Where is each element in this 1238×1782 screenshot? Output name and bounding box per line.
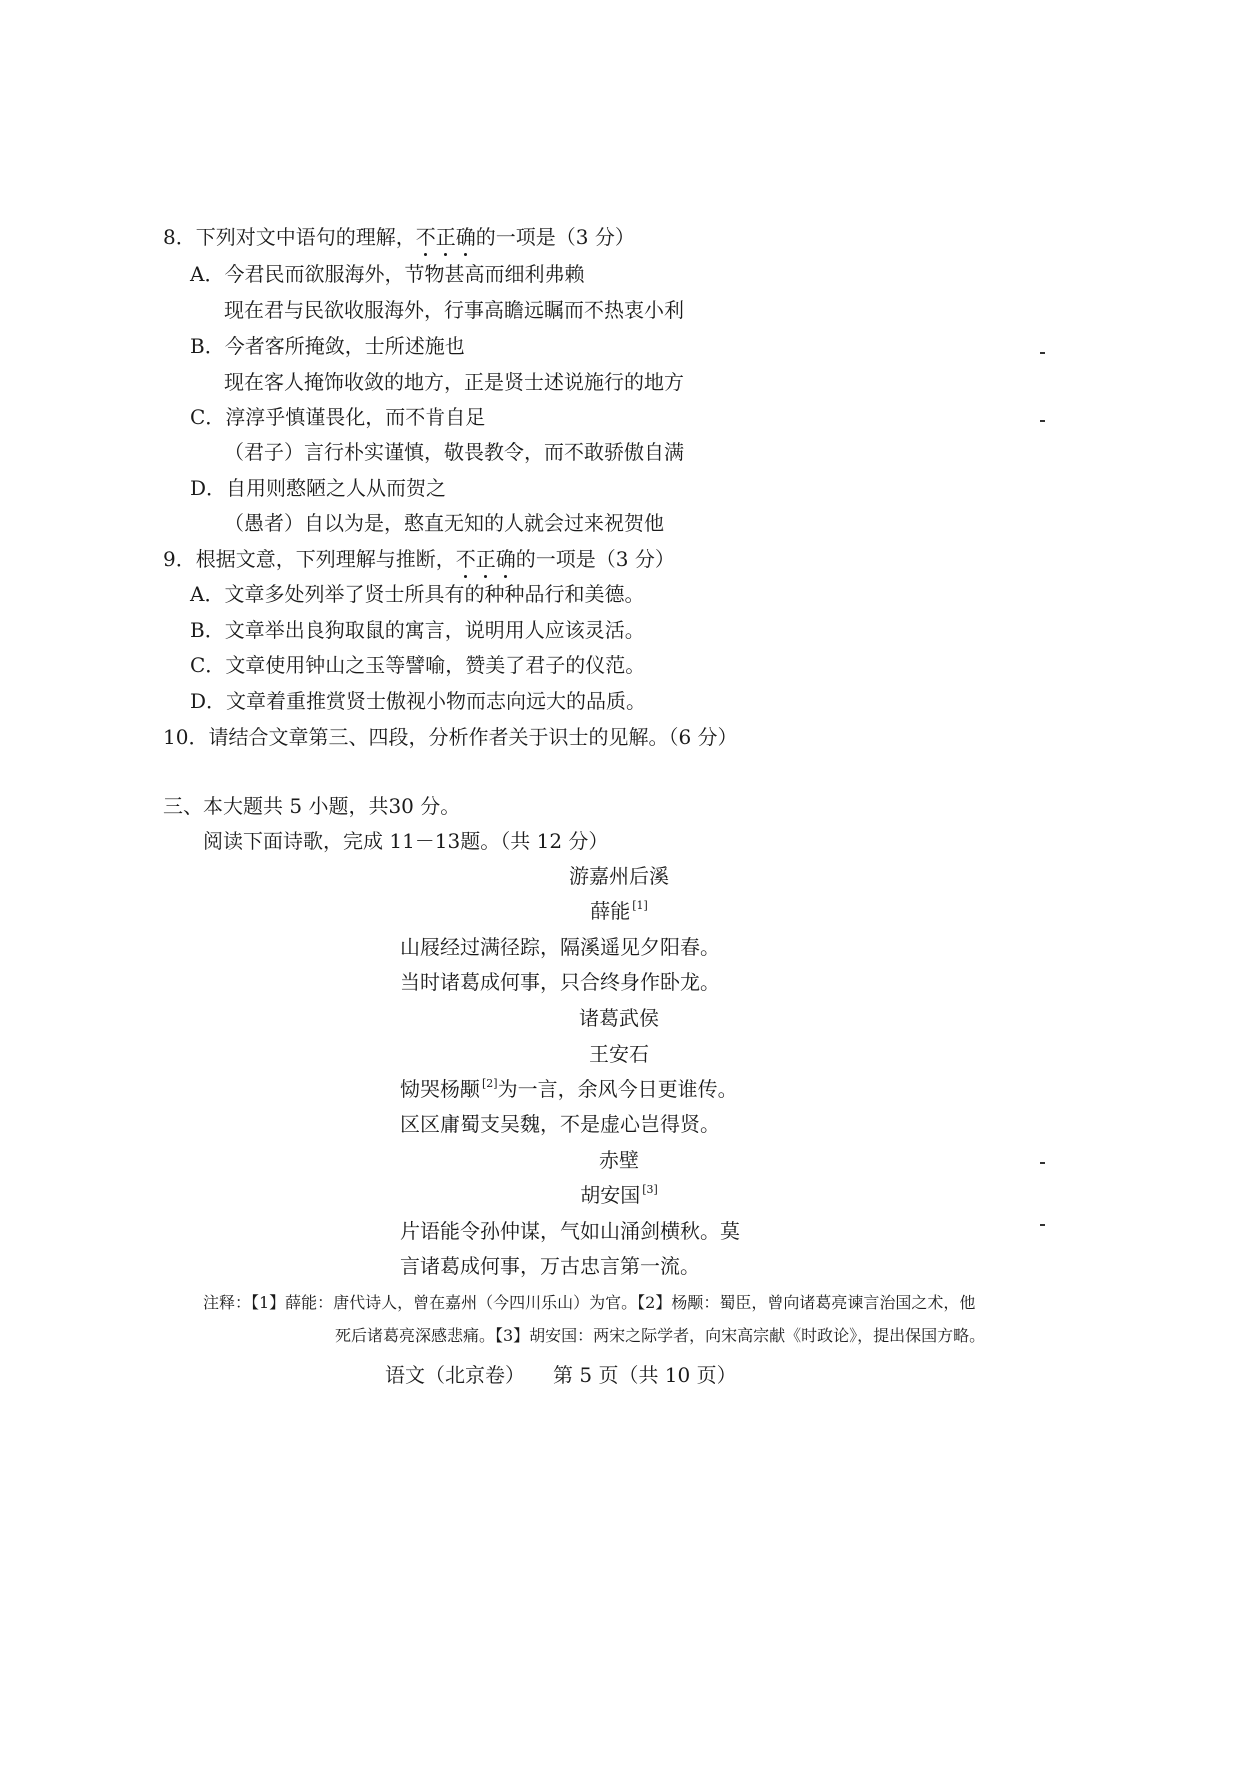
- q9-option-d: [190, 687, 646, 715]
- question-8-prefix: 8．下列对文中语句的理解，: [163, 225, 416, 249]
- q8-option-a-translation: 现在君与民欲收服海外，行事高瞻远瞩而不热衷小利: [224, 298, 684, 322]
- emphasis-char: 正: [475, 547, 496, 571]
- q8-option-b-translation: 现在客人掩饰收敛的地方，正是贤士述说施行的地方: [224, 370, 684, 394]
- question-9-suffix: 的一项是（3 分）: [515, 547, 675, 571]
- option-label: C．: [190, 405, 226, 429]
- poem-1-line-2: 当时诸葛成何事，只合终身作卧龙。: [400, 970, 720, 994]
- poem-1-title: 游嘉州后溪: [569, 864, 669, 888]
- footer-subject: 语文（北京卷）: [385, 1363, 525, 1387]
- question-10-stem: 10．请结合文章第三、四段，分析作者关于识士的见解。（6 分）: [163, 725, 738, 749]
- option-source: 自用则憨陋之人从而贺之: [226, 476, 447, 500]
- q9-option-a: [190, 580, 644, 608]
- emphasis-char: 不: [415, 225, 436, 249]
- option-text: 文章举出良狗取鼠的寓言，说明用人应该灵活。: [224, 618, 645, 642]
- q8-option-d-translation: （愚者）自以为是，憨直无知的人就会过来祝贺他: [224, 511, 664, 535]
- q8-option-c-translation: （君子）言行朴实谨慎，敬畏教令，而不敢骄傲自满: [224, 440, 684, 464]
- emphasis-char: 确: [495, 547, 516, 571]
- q8-option-d: [190, 474, 446, 502]
- footer-page-number: 第 5 页（共 10 页）: [553, 1363, 737, 1387]
- scan-mark: [1040, 352, 1045, 354]
- poem-author-name: 薛能: [590, 899, 631, 923]
- question-8-suffix: 的一项是（3 分）: [475, 225, 635, 249]
- poem-3-line-1: 片语能令孙仲谋，气如山涌剑横秋。莫: [400, 1219, 740, 1243]
- option-source: 今者客所掩敛，士所述施也: [224, 334, 465, 358]
- q9-option-b: [190, 616, 645, 644]
- option-label: A．: [190, 582, 225, 606]
- poem-3-line-2: 言诸葛成何事，万古忠言第一流。: [400, 1254, 700, 1278]
- footnote-ref: [3]: [642, 1183, 658, 1196]
- footnote-ref: [1]: [632, 899, 648, 912]
- question-9-prefix: 9．根据文意，下列理解与推断，: [163, 547, 456, 571]
- emphasis-char: 确: [455, 225, 476, 249]
- footnote-ref: [2]: [482, 1077, 498, 1090]
- page-footer: [385, 1361, 737, 1389]
- poem-1-line-1: 山屐经过满径踪，隔溪遥见夕阳春。: [400, 935, 720, 959]
- question-8-stem: [163, 223, 635, 251]
- poem-2-author: 王安石: [589, 1042, 649, 1066]
- option-label: B．: [190, 334, 225, 358]
- option-text: 文章多处列举了贤士所具有的种种品行和美德。: [224, 582, 645, 606]
- q9-option-c: [190, 651, 645, 679]
- option-source: 淳淳乎慎谨畏化，而不肯自足: [225, 405, 486, 429]
- scan-mark: [1040, 1224, 1045, 1226]
- poem-1-author: [0, 897, 1238, 925]
- section-3-heading: 三、本大题共 5 小题，共30 分。: [163, 794, 461, 818]
- scan-mark: [1040, 1162, 1045, 1164]
- emphasis-char: 不: [455, 547, 476, 571]
- option-source: 今君民而欲服海外，节物甚高而细利弗赖: [224, 262, 585, 286]
- option-text: 文章着重推赏贤士傲视小物而志向远大的品质。: [226, 689, 647, 713]
- annotation-line-1: 注释：【1】薛能：唐代诗人，曾在嘉州（今四川乐山）为官。【2】杨颙：蜀臣，曾向诸葛亮谏言治国之术，他: [203, 1293, 976, 1312]
- option-label: A．: [190, 262, 225, 286]
- option-label: D．: [190, 689, 227, 713]
- q8-option-c: [190, 403, 485, 431]
- scan-mark: [1040, 420, 1045, 422]
- poem-author-name: 胡安国: [580, 1183, 641, 1207]
- q8-option-b: [190, 332, 465, 360]
- poem-2-title: 诸葛武侯: [579, 1006, 659, 1030]
- poem-2-line-2: 区区庸蜀支吴魏，不是虚心岂得贤。: [400, 1112, 720, 1136]
- annotation-line-2: 死后诸葛亮深感悲痛。【3】胡安国：两宋之际学者，向宋高宗献《时政论》，提出保国方略。: [335, 1326, 986, 1345]
- poem-3-title: 赤壁: [599, 1148, 639, 1172]
- poem-line-text: 为一言，余风今日更谁传。: [497, 1077, 738, 1101]
- q8-option-a: [190, 260, 584, 288]
- option-label: D．: [190, 476, 227, 500]
- option-text: 文章使用钟山之玉等譬喻，赞美了君子的仪范。: [225, 653, 646, 677]
- poem-line-text: 恸哭杨颙: [400, 1077, 480, 1101]
- poem-2-line-1: [400, 1075, 738, 1103]
- emphasis-char: 正: [435, 225, 456, 249]
- poem-3-author: [0, 1181, 1238, 1209]
- section-3-intro: 阅读下面诗歌，完成 11－13题。（共 12 分）: [203, 829, 609, 853]
- option-label: B．: [190, 618, 225, 642]
- question-9-stem: [163, 545, 675, 573]
- option-label: C．: [190, 653, 226, 677]
